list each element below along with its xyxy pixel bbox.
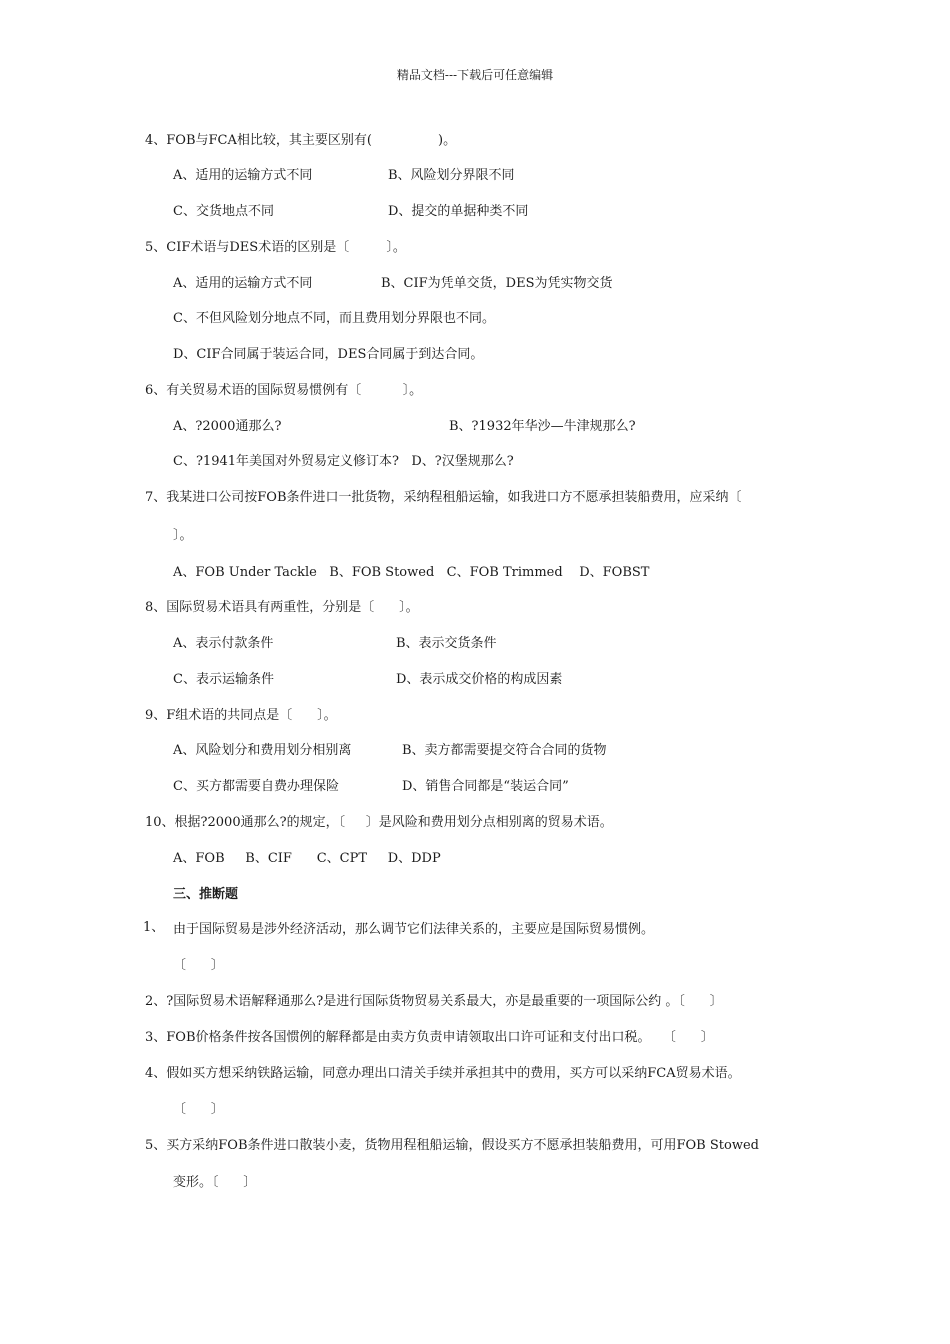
- q6-option-a: A、?2000通那么?: [173, 419, 282, 434]
- question-7: 7、我某进口公司按FOB条件进口一批货物，采纳程租船运输，如我进口方不愿承担装船费用，应采纳〔: [145, 490, 742, 505]
- q4-option-a: A、适用的运输方式不同: [173, 168, 313, 183]
- judgment-1-number: 1、: [143, 920, 165, 935]
- q4-option-c: C、交货地点不同: [173, 204, 274, 219]
- section-heading: 三、推断题: [173, 887, 239, 902]
- q6-options-cd: C、?1941年美国对外贸易定义修订本? D、?汉堡规那么?: [173, 454, 514, 469]
- page-header: 精品文档---下载后可任意编辑: [396, 68, 554, 82]
- q5-option-d: D、CIF合同属于装运合同，DES合同属于到达合同。: [173, 347, 484, 362]
- judgment-1: 由于国际贸易是涉外经济活动，那么调节它们法律关系的，主要应是国际贸易惯例。: [173, 922, 655, 937]
- q6-option-b: B、?1932年华沙—牛津规那么?: [449, 419, 636, 434]
- q9-option-c: C、买方都需要自费办理保险: [173, 779, 339, 794]
- q8-option-c: C、表示运输条件: [173, 672, 274, 687]
- question-10: 10、根据?2000通那么?的规定，〔 〕是风险和费用划分点相别离的贸易术语。: [145, 815, 613, 830]
- q5-option-a: A、适用的运输方式不同: [173, 276, 313, 291]
- q5-option-b: B、CIF为凭单交货，DES为凭实物交货: [381, 276, 613, 291]
- q4-option-b: B、风险划分界限不同: [388, 168, 515, 183]
- q8-option-a: A、表示付款条件: [173, 636, 274, 651]
- q9-option-a: A、风险划分和费用划分相别离: [173, 743, 352, 758]
- q9-option-b: B、卖方都需要提交符合合同的货物: [402, 743, 607, 758]
- q10-options: A、FOB B、CIF C、CPT D、DDP: [173, 851, 441, 866]
- question-8: 8、国际贸易术语具有两重性，分别是〔 〕。: [145, 600, 419, 615]
- q8-option-b: B、表示交货条件: [396, 636, 497, 651]
- question-9: 9、F组术语的共同点是〔 〕。: [145, 708, 337, 723]
- question-6: 6、有关贸易术语的国际贸易惯例有〔 〕。: [145, 383, 423, 398]
- judgment-1-blank: 〔 〕: [173, 958, 224, 973]
- q7-options: A、FOB Under Tackle B、FOB Stowed C、FOB Trimmed D、FOBST: [173, 565, 650, 580]
- judgment-5-continued: 变形。〔 〕: [173, 1175, 257, 1190]
- judgment-5: 5、买方采纳FOB条件进口散装小麦，货物用程租船运输，假设买方不愿承担装船费用，可用FOB Stowed: [145, 1138, 759, 1153]
- q8-option-d: D、表示成交价格的构成因素: [396, 672, 563, 687]
- question-4: 4、FOB与FCA相比较，其主要区别有( )。: [145, 133, 457, 148]
- judgment-4-blank: 〔 〕: [173, 1102, 224, 1117]
- judgment-2: 2、?国际贸易术语解释通那么?是进行国际货物贸易关系最大，亦是最重要的一项国际公约 。〔 〕: [145, 994, 723, 1009]
- q5-option-c: C、不但风险划分地点不同，而且费用划分界限也不同。: [173, 311, 495, 326]
- question-5: 5、CIF术语与DES术语的区别是〔 〕。: [145, 240, 406, 255]
- question-7-continued: 〕。: [173, 528, 193, 543]
- q4-option-d: D、提交的单据种类不同: [388, 204, 529, 219]
- judgment-3: 3、FOB价格条件按各国惯例的解释都是由卖方负责申请领取出口许可证和支付出口税。 〔 〕: [145, 1030, 714, 1045]
- q9-option-d: D、销售合同都是“装运合同”: [402, 779, 569, 794]
- judgment-4: 4、假如买方想采纳铁路运输，同意办理出口清关手续并承担其中的费用，买方可以采纳FCA贸易术语。: [145, 1066, 741, 1081]
